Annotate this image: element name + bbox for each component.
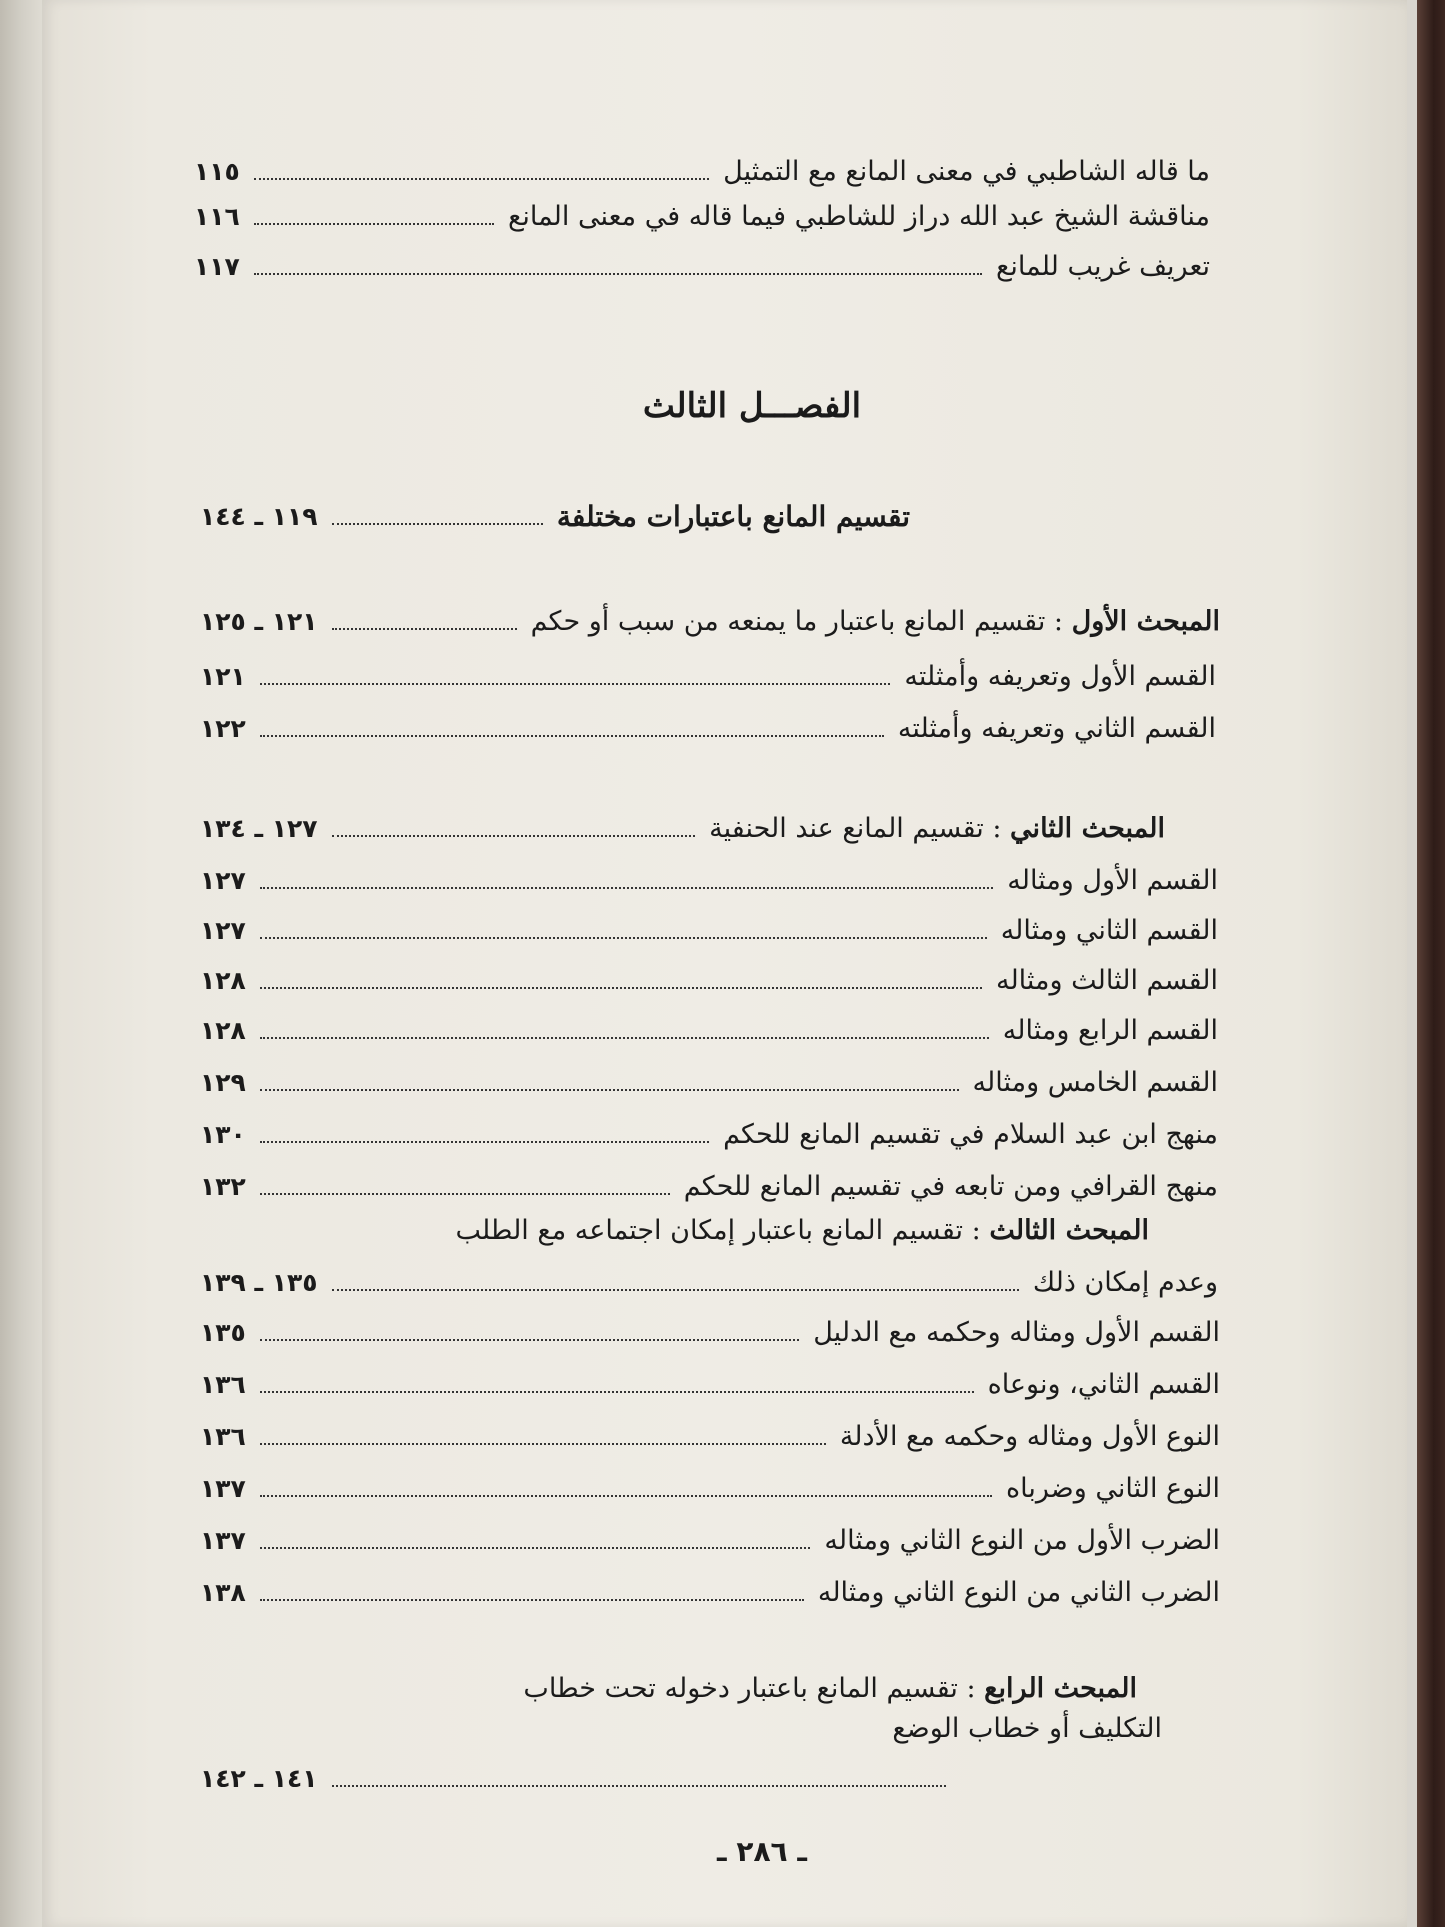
dot-leader xyxy=(254,178,709,180)
section-4-pages: ١٤١ ـ ١٤٢ xyxy=(200,1764,318,1793)
dot-leader xyxy=(260,1443,826,1445)
toc-entry-title: القسم الثاني ومثاله xyxy=(1000,915,1218,946)
section-3-title-line2: وعدم إمكان ذلك xyxy=(1032,1267,1218,1298)
toc-entry-title: القسم الرابع ومثاله xyxy=(1002,1015,1218,1046)
toc-entry-page: ١٣٦ xyxy=(200,1370,246,1399)
toc-entry-title: منهج ابن عبد السلام في تقسيم المانع للحكم xyxy=(723,1119,1218,1150)
toc-entry-page: ١٢١ xyxy=(200,662,246,691)
dot-leader xyxy=(260,1037,989,1039)
toc-entry[interactable] xyxy=(200,914,1218,948)
dot-leader xyxy=(254,273,982,275)
toc-entry-page: ١١٧ xyxy=(194,252,240,281)
section-4-title-line1: : تقسيم المانع باعتبار دخوله تحت خطاب xyxy=(523,1673,976,1704)
toc-entry-page: ١١٥ xyxy=(194,157,240,186)
section-2-entry[interactable] xyxy=(200,812,1165,846)
dot-leader xyxy=(260,735,884,737)
chapter-title: الفصـــل الثالث xyxy=(642,386,862,426)
toc-entry-title: ما قاله الشاطبي في معنى المانع مع التمثيل xyxy=(723,156,1210,187)
dot-leader xyxy=(260,1193,670,1195)
section-4-label: المبحث الرابع xyxy=(984,1673,1137,1704)
dot-leader xyxy=(260,1141,709,1143)
table-of-contents xyxy=(42,0,1407,1927)
toc-entry-page: ١٢٢ xyxy=(200,714,246,743)
toc-entry-page: ١٢٩ xyxy=(200,1068,246,1097)
toc-entry-title: الضرب الثاني من النوع الثاني ومثاله xyxy=(817,1577,1220,1608)
chapter-subtitle: تقسيم المانع باعتبارات مختلفة xyxy=(556,500,910,533)
section-1-label: المبحث الأول xyxy=(1071,606,1220,637)
section-4-entry[interactable] xyxy=(200,1762,960,1796)
toc-entry-title: القسم الأول ومثاله xyxy=(1007,865,1218,896)
section-1-title: : تقسيم المانع باعتبار ما يمنعه من سبب أو حكم xyxy=(530,606,1064,637)
toc-entry-title: القسم الثاني وتعريفه وأمثلته xyxy=(897,713,1216,744)
toc-entry[interactable] xyxy=(200,1170,1218,1204)
book-cover-edge xyxy=(1417,0,1445,1927)
toc-entry-page: ١٣٨ xyxy=(200,1578,246,1607)
toc-entry-page: ١٢٧ xyxy=(200,866,246,895)
dot-leader xyxy=(260,1599,804,1601)
toc-entry-title: القسم الثاني، ونوعاه xyxy=(987,1369,1220,1400)
section-2-label: المبحث الثاني xyxy=(1010,813,1165,844)
toc-entry[interactable] xyxy=(200,1118,1218,1152)
toc-entry[interactable] xyxy=(200,712,1216,746)
section-3-entry[interactable] xyxy=(200,1266,1218,1300)
toc-entry-title: القسم الثالث ومثاله xyxy=(995,965,1218,996)
section-4-title-line2: التكليف أو خطاب الوضع xyxy=(892,1713,1162,1744)
toc-entry[interactable] xyxy=(194,200,1210,234)
toc-entry[interactable] xyxy=(200,1576,1220,1610)
page-number: ـ ٢٨٦ ـ xyxy=(717,1835,807,1868)
toc-entry[interactable] xyxy=(200,1066,1218,1100)
section-3-title-line1: : تقسيم المانع باعتبار إمكان اجتماعه مع الطلب xyxy=(455,1215,981,1246)
chapter-subtitle-entry[interactable] xyxy=(200,500,910,534)
toc-entry-page: ١٣٧ xyxy=(200,1526,246,1555)
section-3-heading xyxy=(455,1214,1149,1248)
dot-leader xyxy=(260,683,891,685)
dot-leader xyxy=(260,1495,992,1497)
toc-entry-title: القسم الأول وتعريفه وأمثلته xyxy=(904,661,1216,692)
dot-leader xyxy=(332,1785,946,1787)
dot-leader xyxy=(260,937,987,939)
toc-entry-page: ١٣٦ xyxy=(200,1422,246,1451)
toc-entry[interactable] xyxy=(200,1368,1220,1402)
book-page xyxy=(42,0,1407,1927)
toc-entry-page: ١٣٢ xyxy=(200,1172,246,1201)
toc-entry-title: مناقشة الشيخ عبد الله دراز للشاطبي فيما قاله في معنى المانع xyxy=(507,201,1210,232)
toc-entry[interactable] xyxy=(200,1472,1220,1506)
section-2-title: : تقسيم المانع عند الحنفية xyxy=(709,813,1002,844)
toc-entry-title: النوع الثاني وضرباه xyxy=(1006,1473,1220,1504)
toc-entry[interactable] xyxy=(194,250,1210,284)
section-1-heading xyxy=(531,605,1220,639)
toc-entry-title: الضرب الأول من النوع الثاني ومثاله xyxy=(824,1525,1220,1556)
toc-entry[interactable] xyxy=(200,864,1218,898)
dot-leader xyxy=(260,1547,811,1549)
toc-entry-title: القسم الخامس ومثاله xyxy=(972,1067,1218,1098)
dot-leader xyxy=(260,987,982,989)
toc-entry[interactable] xyxy=(200,1316,1220,1350)
section-2-heading xyxy=(709,812,1165,846)
toc-entry-page: ١١٦ xyxy=(194,202,240,231)
dot-leader xyxy=(332,628,517,630)
section-2-pages: ١٢٧ ـ ١٣٤ xyxy=(200,814,318,843)
toc-entry-page: ١٢٨ xyxy=(200,1016,246,1045)
dot-leader xyxy=(260,1089,959,1091)
dot-leader xyxy=(260,887,993,889)
dot-leader xyxy=(254,223,494,225)
toc-entry[interactable] xyxy=(200,964,1218,998)
toc-entry-page: ١٢٨ xyxy=(200,966,246,995)
toc-entry-title: القسم الأول ومثاله وحكمه مع الدليل xyxy=(813,1317,1220,1348)
section-1-entry[interactable] xyxy=(200,605,1220,639)
section-1-pages: ١٢١ ـ ١٢٥ xyxy=(200,607,318,636)
toc-entry[interactable] xyxy=(194,155,1210,189)
section-4-heading xyxy=(523,1672,1137,1706)
section-3-pages: ١٣٥ ـ ١٣٩ xyxy=(200,1268,318,1297)
dot-leader xyxy=(332,835,696,837)
dot-leader xyxy=(332,1289,1019,1291)
dot-leader xyxy=(332,523,543,525)
toc-entry-page: ١٣٥ xyxy=(200,1318,246,1347)
dot-leader xyxy=(260,1339,799,1341)
toc-entry-page: ١٣٧ xyxy=(200,1474,246,1503)
dot-leader xyxy=(260,1391,974,1393)
toc-entry-page: ١٢٧ xyxy=(200,916,246,945)
chapter-pages: ١١٩ ـ ١٤٤ xyxy=(200,502,318,531)
toc-entry[interactable] xyxy=(200,1420,1220,1454)
toc-entry-title: النوع الأول ومثاله وحكمه مع الأدلة xyxy=(839,1421,1220,1452)
toc-entry[interactable] xyxy=(200,1524,1220,1558)
section-3-label: المبحث الثالث xyxy=(989,1215,1149,1246)
toc-entry[interactable] xyxy=(200,1014,1218,1048)
toc-entry-title: تعريف غريب للمانع xyxy=(996,251,1210,282)
toc-entry[interactable] xyxy=(200,660,1216,694)
toc-entry-title: منهج القرافي ومن تابعه في تقسيم المانع للحكم xyxy=(683,1171,1218,1202)
toc-entry-page: ١٣٠ xyxy=(200,1120,246,1149)
